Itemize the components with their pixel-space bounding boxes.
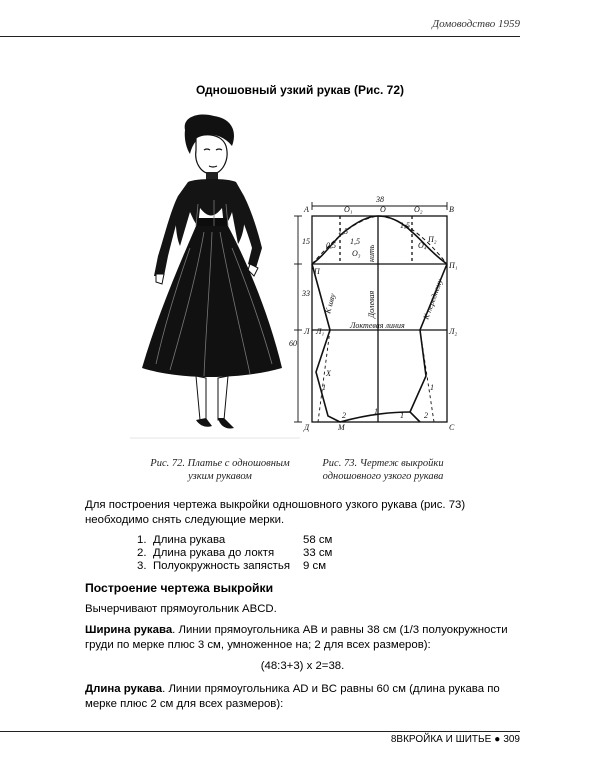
- page-footer: [391, 734, 520, 745]
- bullet-icon: ●: [494, 734, 501, 745]
- label-P: П: [314, 267, 320, 276]
- list-item: 2. Длина рукава до локтя 33 см: [137, 547, 333, 559]
- label-D: Д: [304, 423, 310, 432]
- label-v15a: 1,5: [338, 227, 348, 236]
- label-x: X: [326, 369, 331, 378]
- label-h33: 33: [302, 289, 310, 298]
- list-item: 3. Полуокружность запястья 9 см: [137, 560, 327, 572]
- label-two-b: 2: [424, 411, 428, 420]
- page-number: 309: [503, 734, 520, 745]
- formula: (48:3+3) х 2=38.: [260, 660, 345, 672]
- footer-rule: [0, 731, 520, 732]
- header-rule: [0, 36, 520, 37]
- label-O1: O₁: [344, 205, 353, 214]
- label-dolevaya: Долевая: [367, 290, 376, 318]
- label-one-a: 1: [322, 383, 326, 392]
- label-O4: O₄: [418, 241, 427, 250]
- label-v05: 0,5: [326, 241, 336, 250]
- page-header: [0, 0, 600, 40]
- footer-section: 8ВКРОЙКА И ШИТЬЕ: [390, 734, 492, 745]
- sleeve-side-left: [312, 264, 340, 422]
- construction-intro: Вычерчивают прямоугольник ABCD.: [85, 603, 277, 615]
- label-M: М: [338, 423, 345, 432]
- width-paragraph: Ширина рукава. Линии прямоугольника AB и равны 38 см (1/3 полуокружности груди по мерке плюс 3 см, умноженное на; 2 для всех размеров):: [85, 624, 508, 651]
- label-k-perednemu: К переднему: [421, 277, 445, 321]
- sleeve-cap-curve: [312, 216, 447, 264]
- label-v15c: 1,5: [400, 221, 410, 230]
- body-text: [85, 498, 520, 718]
- label-A: A: [304, 205, 309, 214]
- label-O: O: [380, 205, 386, 214]
- section-title: Одношовный узкий рукав (Рис. 72): [195, 83, 405, 97]
- label-O2: O₂: [414, 205, 423, 214]
- label-loktevaya: Локтевая линия: [350, 321, 405, 330]
- measurement-list: [85, 534, 520, 573]
- construction-heading: Построение чертежа выкройки: [85, 581, 274, 595]
- label-one-d: 1: [400, 411, 404, 420]
- fig73-caption: Рис. 73. Чертеж выкройки одношовного узкого рукава: [322, 458, 444, 482]
- intro-paragraph: Для построения чертежа выкройки одношовного узкого рукава (рис. 73) необходимо снять следующие мерки.: [85, 499, 466, 526]
- label-v15b: 1,5: [350, 237, 360, 246]
- label-L1: Л₁: [316, 327, 325, 336]
- figures-area: [0, 108, 600, 488]
- label-one-b: 1: [374, 407, 378, 416]
- label-h15: 15: [302, 237, 310, 246]
- label-L2: Л₂: [449, 327, 458, 336]
- label-C: С: [449, 423, 455, 432]
- label-nit: нить: [367, 244, 376, 262]
- length-paragraph: Длина рукава. Линии прямоугольника AD и BC равны 60 см (длина рукава по мерке плюс 2 см для всех размеров):: [85, 683, 500, 710]
- label-P1: П₁: [449, 261, 458, 270]
- label-h60: 60: [289, 339, 297, 348]
- label-k-shvu: К шву: [323, 292, 338, 315]
- label-B: B: [449, 205, 454, 214]
- fig72-caption: Рис. 72. Платье с одношовным узким рукавом: [150, 458, 290, 482]
- list-item: 1. Длина рукава 58 см: [137, 534, 333, 546]
- label-two-a: 2: [342, 411, 346, 420]
- sleeve-draft: [0, 108, 600, 488]
- label-O3: O₃: [352, 249, 361, 258]
- label-L: Л: [304, 327, 310, 336]
- label-P2: П₂: [428, 235, 437, 244]
- label-one-c: 1: [430, 383, 434, 392]
- running-title: Домоводство 1959: [432, 18, 520, 30]
- label-top-width: 38: [376, 195, 384, 204]
